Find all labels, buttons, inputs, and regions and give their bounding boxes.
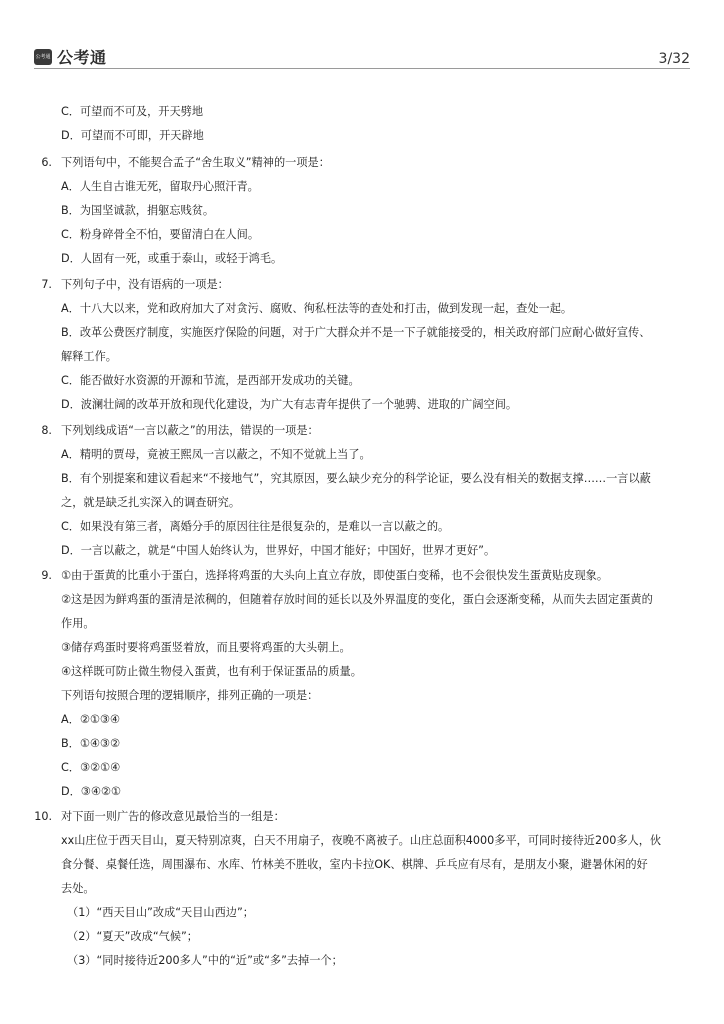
logo-text: 公考通 xyxy=(57,48,107,67)
logo-icon: 公考通 xyxy=(34,49,52,65)
brand-logo xyxy=(34,45,107,68)
page-header xyxy=(34,40,690,69)
page-number: 3/32 xyxy=(658,51,690,67)
